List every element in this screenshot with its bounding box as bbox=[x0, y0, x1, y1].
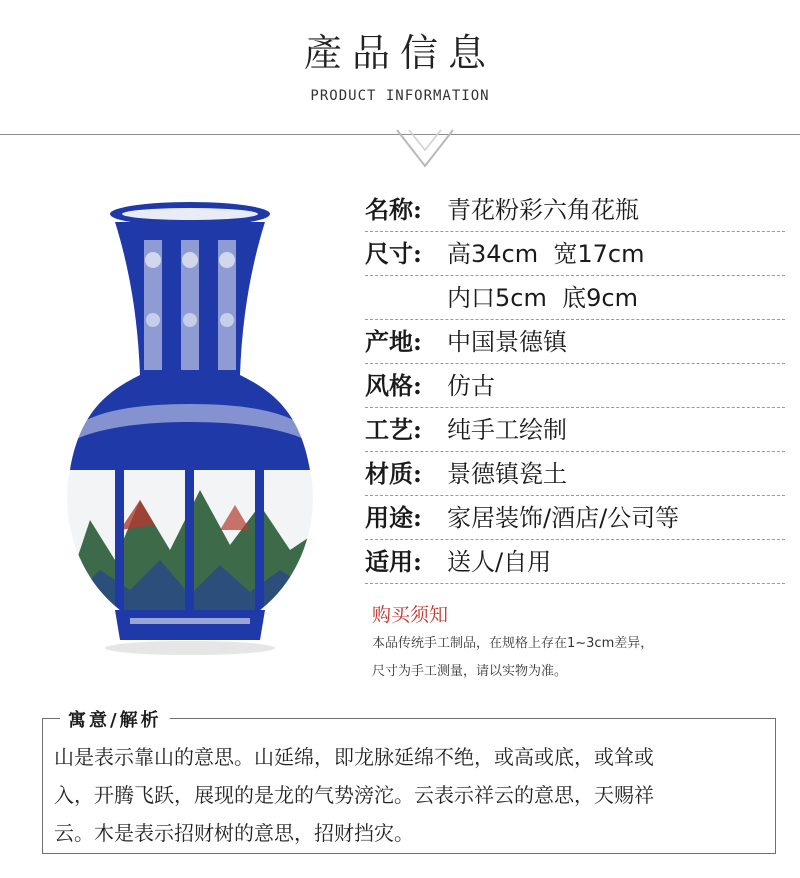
info-value: 高34cm 宽17cm bbox=[447, 240, 645, 268]
meaning-text bbox=[54, 738, 766, 852]
notice-title: 购买须知 bbox=[372, 604, 449, 626]
meaning-line: 山是表示靠山的意思。山延绵，即龙脉延绵不绝，或高或底，或耸或 bbox=[54, 745, 654, 769]
meaning-line: 云。木是表示招财树的意思，招财挡灾。 bbox=[54, 821, 414, 845]
info-value: 中国景德镇 bbox=[447, 328, 567, 356]
info-label: 用途: bbox=[365, 503, 422, 532]
info-label: 名称: bbox=[365, 195, 422, 224]
meaning-line: 入，开腾飞跃，展现的是龙的气势滂沱。云表示祥云的意思，天赐祥 bbox=[54, 783, 654, 807]
vase-icon bbox=[60, 200, 320, 655]
page-subtitle: PRODUCT INFORMATION bbox=[310, 88, 490, 104]
info-label: 工艺: bbox=[365, 415, 422, 444]
info-row-origin bbox=[365, 320, 785, 364]
meaning-title: 寓意/解析 bbox=[60, 706, 170, 732]
notice-line: 本品传统手工制品，在规格上存在1~3cm差异， bbox=[372, 636, 654, 651]
page-title: 產品信息 bbox=[303, 31, 496, 75]
info-label: 适用: bbox=[365, 547, 422, 576]
info-label: 尺寸: bbox=[365, 239, 422, 268]
info-row-material bbox=[365, 452, 785, 496]
info-row-name bbox=[365, 188, 785, 232]
notice-line: 尺寸为手工测量，请以实物为准。 bbox=[372, 664, 568, 679]
info-row-craft bbox=[365, 408, 785, 452]
info-value: 纯手工绘制 bbox=[447, 416, 567, 444]
info-value: 仿古 bbox=[447, 372, 495, 400]
info-label: 材质: bbox=[365, 459, 422, 488]
info-value: 内口5cm 底9cm bbox=[447, 284, 638, 312]
info-value: 景德镇瓷土 bbox=[447, 460, 567, 488]
info-label: 产地: bbox=[365, 327, 422, 356]
info-value: 家居装饰/酒店/公司等 bbox=[447, 504, 680, 532]
info-row-style bbox=[365, 364, 785, 408]
info-row-usage bbox=[365, 496, 785, 540]
info-label: 风格: bbox=[365, 371, 422, 400]
info-value: 青花粉彩六角花瓶 bbox=[447, 196, 639, 224]
info-row-suitable bbox=[365, 540, 785, 584]
info-row-size bbox=[365, 232, 785, 276]
info-value: 送人/自用 bbox=[447, 548, 552, 576]
chevron-down-icon bbox=[395, 128, 455, 174]
info-row-size-cont bbox=[365, 276, 785, 320]
